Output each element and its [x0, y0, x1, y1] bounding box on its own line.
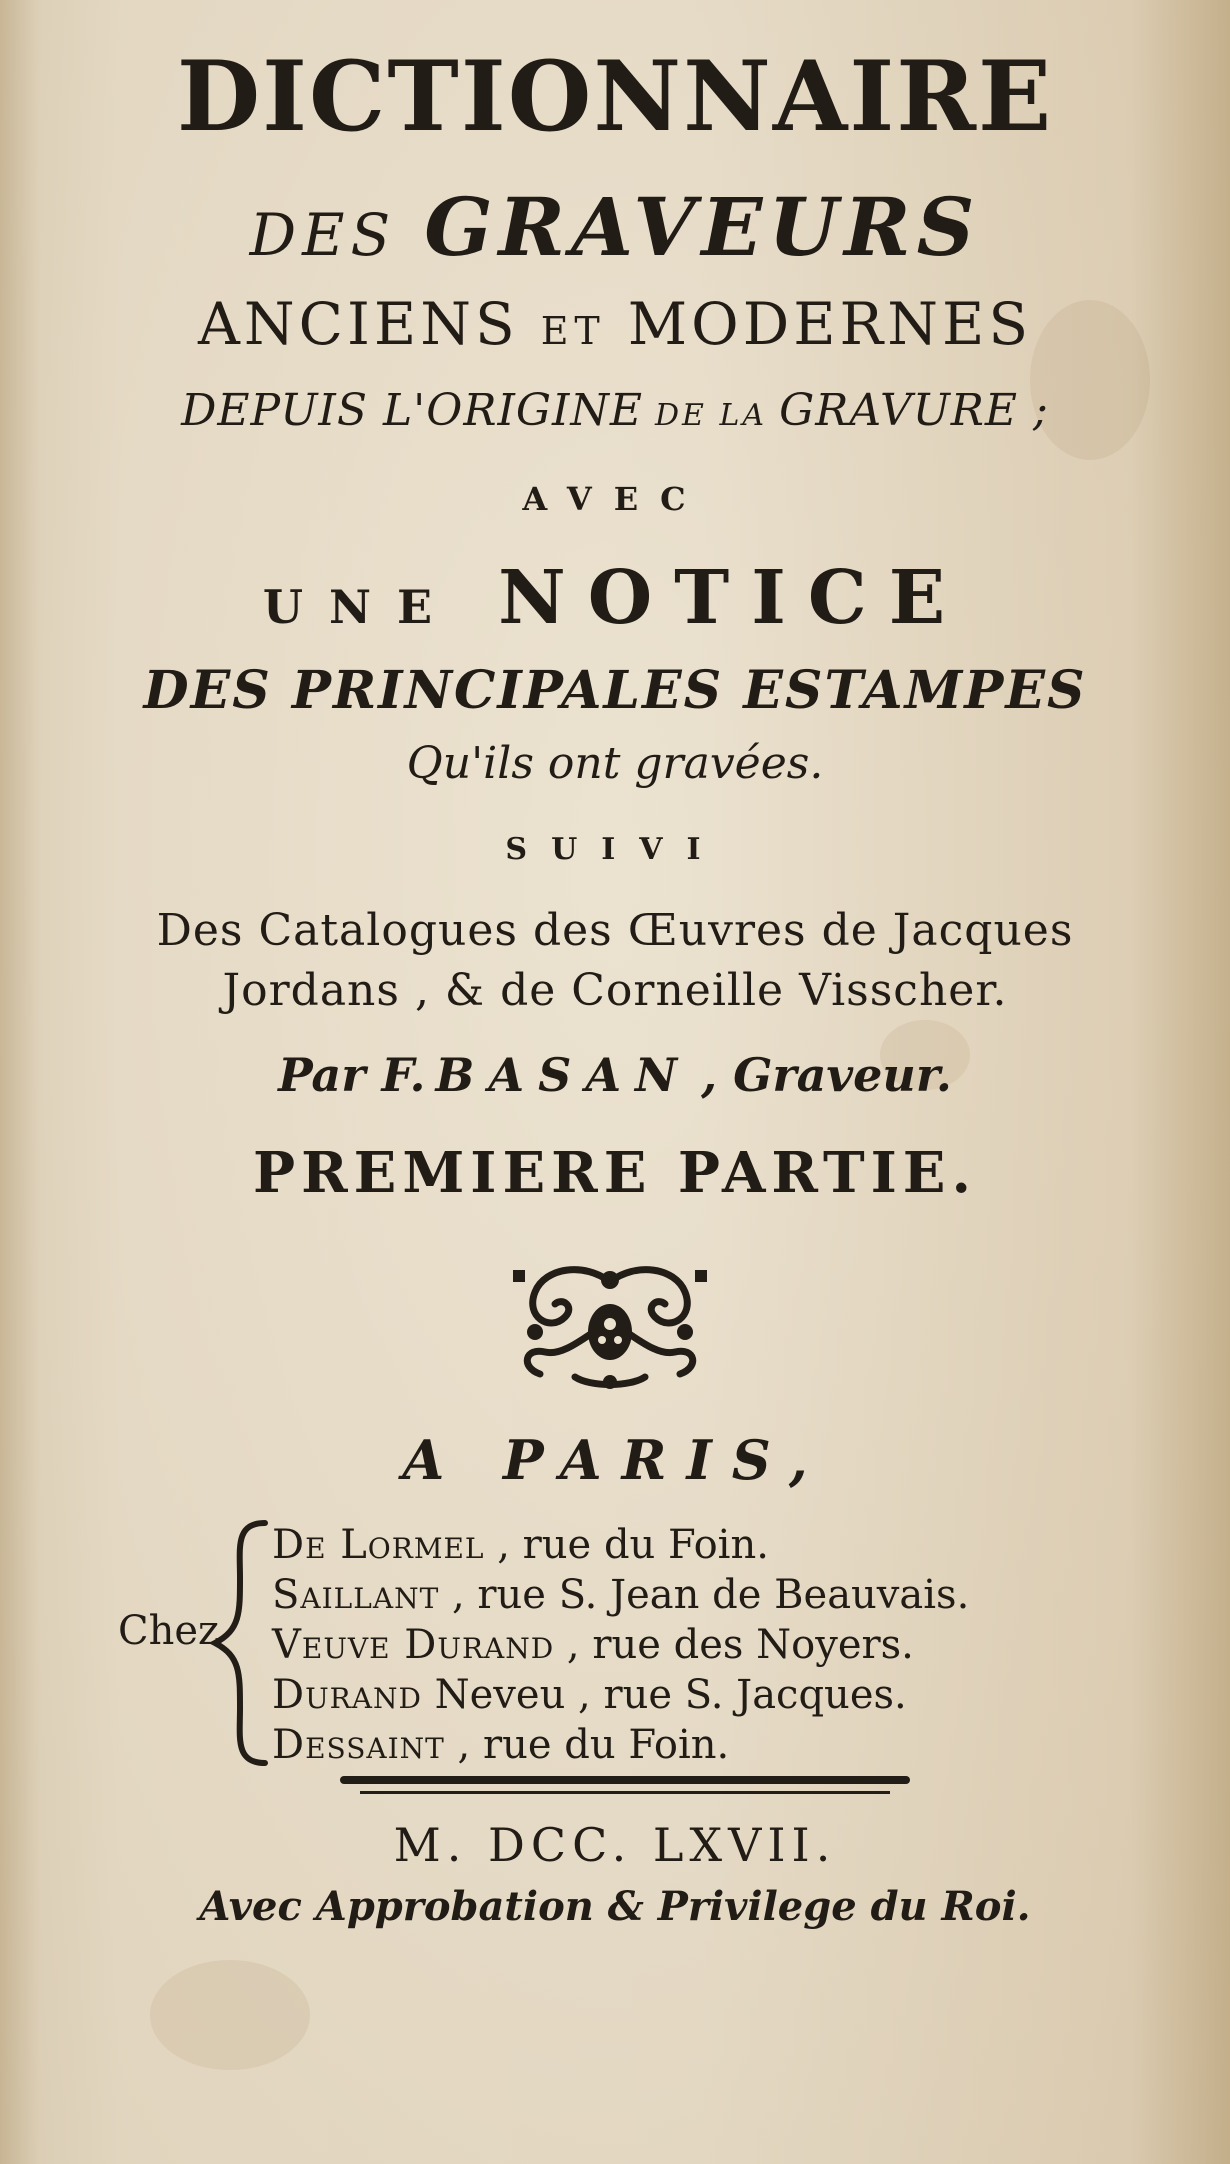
printer-address: , rue du Foin. [484, 1522, 769, 1568]
printer-line [272, 1722, 729, 1768]
printer-name: Dessaint [272, 1722, 445, 1768]
subtitle-notice [0, 555, 1230, 641]
divider-rule [340, 1776, 910, 1784]
printer-address: Neveu , rue S. Jacques. [421, 1672, 907, 1718]
word-notice: NOTICE [498, 555, 968, 641]
word-graveurs: GRAVEURS [424, 180, 981, 274]
subtitle-catalogues: Des Catalogues des Œuvres de Jacques [156, 905, 1074, 956]
imprint-date: M. DCC. LXVII. [393, 1818, 837, 1872]
author-line [0, 1048, 1230, 1102]
imprint-approbation: Avec Approbation & Privilege du Roi. [199, 1883, 1031, 1930]
imprint-chez: Chez [118, 1608, 220, 1654]
author-par: Par F. [278, 1048, 426, 1102]
curly-brace-icon [210, 1518, 270, 1768]
printer-name: Saillant [272, 1572, 440, 1618]
author-name: BASAN [435, 1048, 692, 1102]
word-suivi: SUIVI [505, 832, 725, 867]
printer-line [272, 1522, 769, 1568]
part-label: PREMIERE PARTIE. [252, 1140, 977, 1206]
divider-rule [360, 1791, 890, 1794]
author-role: , Graveur. [701, 1048, 952, 1102]
word-et: ET [540, 309, 606, 353]
imprint-city: A PARIS, [402, 1428, 828, 1492]
subtitle-graveurs [0, 180, 1230, 274]
subtitle-depuis [0, 385, 1230, 436]
word-des: DES [249, 201, 397, 269]
printer-ornament-icon [505, 1262, 715, 1394]
printer-line [272, 1622, 914, 1668]
phrase-depuis: DEPUIS L'ORIGINE [181, 385, 643, 436]
word-anciens: ANCIENS [197, 290, 519, 358]
book-title: DICTIONNAIRE [176, 40, 1054, 153]
subtitle-anciens-modernes [0, 290, 1230, 358]
printer-line [272, 1672, 907, 1718]
printer-address: , rue des Noyers. [554, 1622, 914, 1668]
paper-stain [150, 1960, 310, 2070]
subtitle-principales: DES PRINCIPALES ESTAMPES [143, 660, 1087, 721]
printer-name: De Lormel [272, 1522, 485, 1568]
printer-name: Veuve Durand [272, 1622, 555, 1668]
subtitle-jordans: Jordans , & de Corneille Visscher. [222, 965, 1008, 1016]
printer-line [272, 1572, 969, 1618]
word-une: UNE [262, 580, 459, 634]
subtitle-quils: Qu'ils ont gravées. [406, 738, 824, 789]
printer-address: , rue S. Jean de Beauvais. [439, 1572, 970, 1618]
phrase-gravure: GRAVURE ; [779, 385, 1049, 436]
printer-name: Durand [272, 1672, 422, 1718]
phrase-de-la: DE LA [655, 398, 768, 433]
word-modernes: MODERNES [627, 290, 1033, 358]
word-avec: AVEC [522, 480, 708, 518]
printer-address: , rue du Foin. [444, 1722, 730, 1768]
